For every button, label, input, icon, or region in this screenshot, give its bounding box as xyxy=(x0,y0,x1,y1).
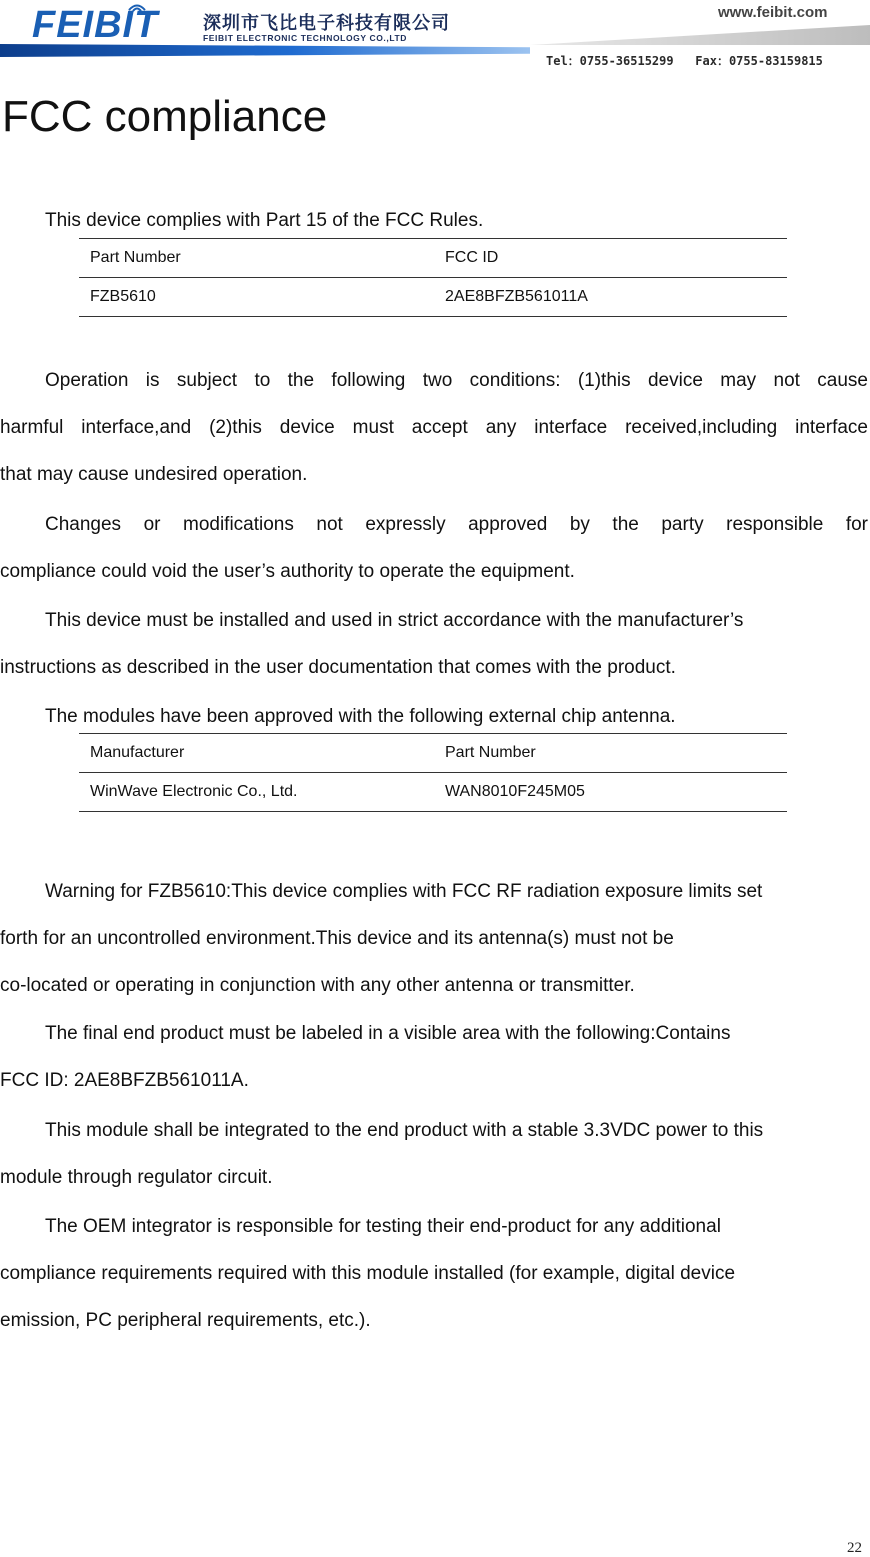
wifi-icon xyxy=(126,0,148,12)
table-cell: 2AE8BFZB561011A xyxy=(434,278,787,317)
paragraph-line: This device must be installed and used in strict accordance with the manufacturer’s xyxy=(45,610,744,631)
paragraph-line: Operation is subject to the following two conditions: (1)this device may not cause xyxy=(45,370,868,391)
table-header-cell: Part Number xyxy=(79,239,434,278)
install-paragraph xyxy=(0,597,868,691)
paragraph-line: module through regulator circuit. xyxy=(0,1167,273,1188)
table-header-cell: FCC ID xyxy=(434,239,787,278)
intro-paragraph xyxy=(0,197,868,244)
table-cell: FZB5610 xyxy=(79,278,434,317)
table-row xyxy=(79,278,787,317)
table-cell: WAN8010F245M05 xyxy=(434,773,787,812)
company-logo: FEIBIT xyxy=(32,4,159,46)
table-row xyxy=(79,773,787,812)
paragraph-line: compliance requirements required with this module installed (for example, digital device xyxy=(0,1263,736,1284)
page-title: FCC compliance xyxy=(2,92,328,141)
company-website: www.feibit.com xyxy=(718,4,828,21)
paragraph-line: The OEM integrator is responsible for testing their end-product for any additional xyxy=(45,1216,721,1237)
fcc-id-table xyxy=(79,238,787,317)
warning-paragraph xyxy=(0,868,868,1009)
paragraph-line: The final end product must be labeled in a visible area with the following:Contains xyxy=(45,1023,731,1044)
paragraph-line: emission, PC peripheral requirements, etc.). xyxy=(0,1310,371,1331)
paragraph-line: harmful interface,and (2)this device must accept any interface received,including interface xyxy=(0,417,868,438)
label-paragraph xyxy=(0,1010,868,1104)
paragraph-line: Warning for FZB5610:This device complies with FCC RF radiation exposure limits set xyxy=(45,881,763,902)
table-header-cell: Part Number xyxy=(434,734,787,773)
paragraph-line: Changes or modifications not expressly approved by the party responsible for xyxy=(45,514,868,535)
table-header-cell: Manufacturer xyxy=(79,734,434,773)
paragraph-line: instructions as described in the user documentation that comes with the product. xyxy=(0,657,676,678)
intro-line: This device complies with Part 15 of the FCC Rules. xyxy=(45,210,484,231)
changes-paragraph xyxy=(0,501,868,595)
table-cell: WinWave Electronic Co., Ltd. xyxy=(79,773,434,812)
page-number: 22 xyxy=(847,1540,862,1556)
operation-paragraph xyxy=(0,357,868,498)
paragraph-line: that may cause undesired operation. xyxy=(0,464,308,485)
table-header-row xyxy=(79,239,787,278)
letterhead xyxy=(0,0,870,72)
company-name-en: FEIBIT ELECTRONIC TECHNOLOGY CO.,LTD xyxy=(203,33,408,43)
paragraph-line: forth for an uncontrolled environment.This device and its antenna(s) must not be xyxy=(0,928,674,949)
table-header-row xyxy=(79,734,787,773)
company-name-cn: 深圳市飞比电子科技有限公司 xyxy=(203,13,450,34)
paragraph-line: co-located or operating in conjunction with any other antenna or transmitter. xyxy=(0,975,635,996)
antenna-table xyxy=(79,733,787,812)
power-paragraph xyxy=(0,1107,868,1201)
paragraph-line: compliance could void the user’s authority to operate the equipment. xyxy=(0,561,575,582)
paragraph-line: FCC ID: 2AE8BFZB561011A. xyxy=(0,1070,249,1091)
company-contact: Tel：0755-36515299 Fax：0755-83159815 xyxy=(546,54,823,68)
paragraph-line: This module shall be integrated to the end product with a stable 3.3VDC power to this xyxy=(45,1120,764,1141)
header-grey-stripe xyxy=(530,25,870,45)
paragraph-line: The modules have been approved with the following external chip antenna. xyxy=(45,706,676,727)
oem-paragraph xyxy=(0,1203,868,1344)
